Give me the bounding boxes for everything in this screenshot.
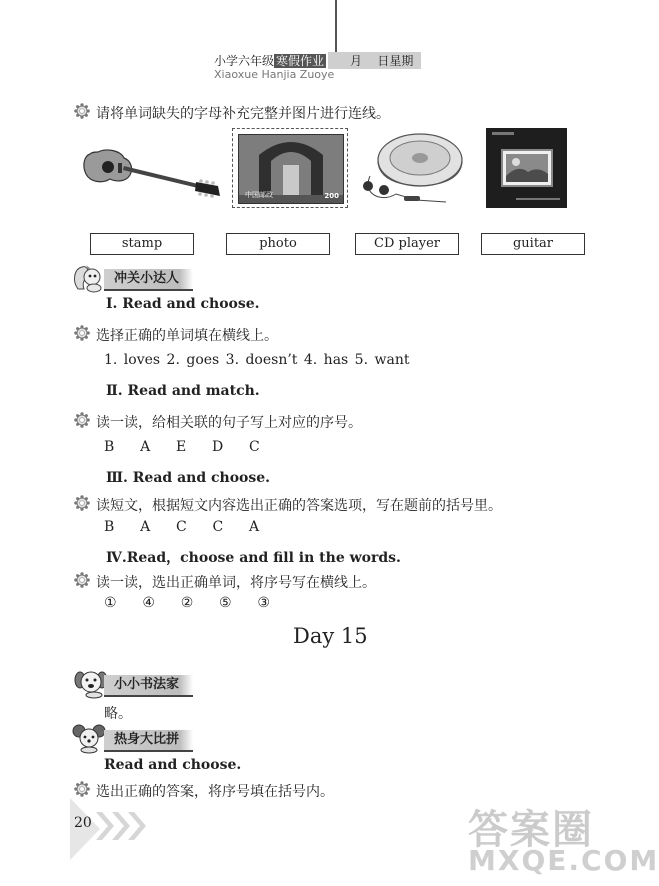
gear-icon (74, 572, 90, 588)
gear-icon (74, 412, 90, 428)
squirrel-mascot-icon (72, 263, 106, 293)
calligraphy-answer: 略。 (104, 706, 132, 722)
section-3-heading: Ⅲ. Read and choose. (106, 470, 271, 486)
word-box-guitar: guitar (481, 233, 585, 255)
gear-icon (74, 781, 90, 797)
section-3-instruction: 读短文，根据短文内容选出正确的答案选项，写在题前的括号里。 (96, 498, 502, 514)
header-date-box (328, 52, 421, 69)
banner-warmup: 热身大比拼 (104, 730, 193, 752)
word-box-photo: photo (226, 233, 330, 255)
section-1-heading: Ⅰ. Read and choose. (106, 296, 260, 312)
header-month: 月 (350, 54, 363, 68)
watermark-logo-top: 答案圈 (468, 807, 594, 853)
gear-icon (74, 103, 90, 119)
section-2-instruction: 读一读，给相关联的句子写上对应的序号。 (96, 415, 362, 431)
photo-frame-picture (486, 128, 567, 208)
gear-icon (74, 495, 90, 511)
section-1-instruction: 选择正确的单词填在横线上。 (96, 328, 278, 344)
dog-mascot-icon (74, 668, 108, 698)
banner-challenge: 冲关小达人 (104, 269, 193, 291)
warmup-instruction: 选出正确的答案，将序号填在括号内。 (96, 784, 334, 800)
section-4-instruction: 读一读，选出正确单词，将序号写在横线上。 (96, 575, 376, 591)
header-grade: 小学六年级 (214, 54, 275, 68)
day-title: Day 15 (293, 624, 368, 648)
header-divider (335, 0, 337, 52)
banner-calligraphy: 小小书法家 (104, 675, 193, 697)
section-4-answer: ① ④ ② ⑤ ③ (104, 595, 270, 611)
stamp-image (232, 128, 348, 208)
section-2-answer: B A E D C (104, 439, 260, 455)
stamp-label: 中国邮政 (245, 191, 273, 199)
cd-player-image (356, 128, 468, 208)
section-1-answer: 1. loves 2. goes 3. doesn’t 4. has 5. want (104, 352, 410, 368)
stamp-value: 200 (324, 192, 339, 200)
header-weekday: 日星期 (377, 54, 414, 68)
word-box-cd-player: CD player (355, 233, 459, 255)
section-3-answer: B A C C A (104, 519, 260, 535)
photo-image (486, 128, 567, 208)
watermark-logo-bottom: MXQE.COM (468, 844, 659, 877)
header-pinyin: Xiaoxue Hanjia Zuoye (214, 68, 335, 81)
guitar-image (80, 130, 222, 200)
gear-icon (74, 325, 90, 341)
word-box-stamp: stamp (90, 233, 194, 255)
page-number: 20 (74, 815, 92, 831)
header-title (214, 52, 421, 69)
instruction-matching: 请将单词缺失的字母补充完整并图片进行连线。 (96, 106, 390, 122)
header-workbook: 寒假作业 (276, 54, 325, 68)
section-2-heading: Ⅱ. Read and match. (106, 383, 260, 399)
warmup-heading: Read and choose. (104, 757, 242, 773)
mouse-mascot-icon (72, 723, 106, 753)
section-4-heading: Ⅳ.Read，choose and fill in the words. (106, 550, 401, 566)
